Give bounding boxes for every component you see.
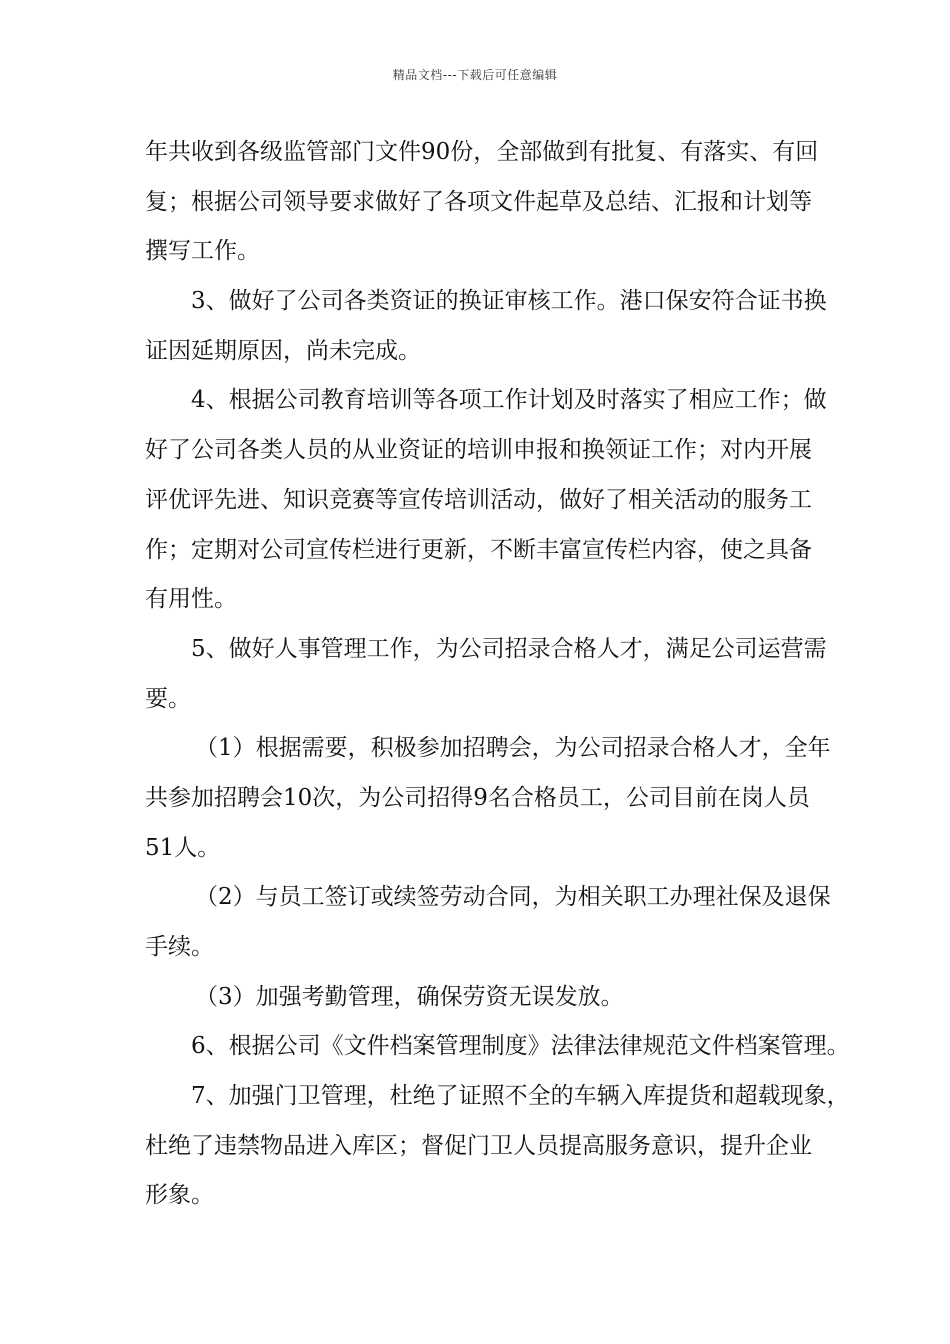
text-line: （1）根据需要，积极参加招聘会，为公司招录合格人才，全年 <box>195 735 831 762</box>
text-line: 4、根据公司教育培训等各项工作计划及时落实了相应工作；做 <box>191 387 827 414</box>
text-line: 证因延期原因，尚未完成。 <box>145 337 421 364</box>
text-line: 51人。 <box>145 834 221 861</box>
page-header: 精品文档---下载后可任意编辑 <box>392 68 558 82</box>
text-line: 手续。 <box>145 934 214 960</box>
text-line: 撰写工作。 <box>145 238 260 265</box>
text-line: 有用性。 <box>145 586 237 613</box>
text-line: 复；根据公司领导要求做好了各项文件起草及总结、汇报和计划等 <box>145 188 812 215</box>
text-line: 形象。 <box>145 1182 214 1209</box>
text-line: 6、根据公司《文件档案管理制度》法律法律规范文件档案管理。 <box>191 1033 850 1060</box>
text-line: 作；定期对公司宣传栏进行更新，不断丰富宣传栏内容，使之具备 <box>145 536 812 563</box>
text-line: （3）加强考勤管理，确保劳资无误发放。 <box>195 983 624 1010</box>
text-line: 7、加强门卫管理，杜绝了证照不全的车辆入库提货和超载现象， <box>191 1083 850 1110</box>
text-line: 好了公司各类人员的从业资证的培训申报和换领证工作；对内开展 <box>145 437 812 464</box>
text-line: 年共收到各级监管部门文件90份，全部做到有批复、有落实、有回 <box>145 139 819 165</box>
text-line: 评优评先进、知识竞赛等宣传培训活动，做好了相关活动的服务工 <box>145 486 812 513</box>
text-line: 杜绝了违禁物品进入库区；督促门卫人员提高服务意识，提升企业 <box>145 1132 812 1159</box>
text-line: 5、做好人事管理工作，为公司招录合格人才，满足公司运营需 <box>191 635 827 662</box>
text-line: （2）与员工签订或续签劳动合同，为相关职工办理社保及退保 <box>195 884 831 911</box>
document-body <box>145 128 850 1221</box>
text-line: 3、做好了公司各类资证的换证审核工作。港口保安符合证书换 <box>191 288 827 315</box>
text-line: 要。 <box>145 685 191 712</box>
text-line: 共参加招聘会10次，为公司招得9名合格员工，公司目前在岗人员 <box>145 784 810 811</box>
